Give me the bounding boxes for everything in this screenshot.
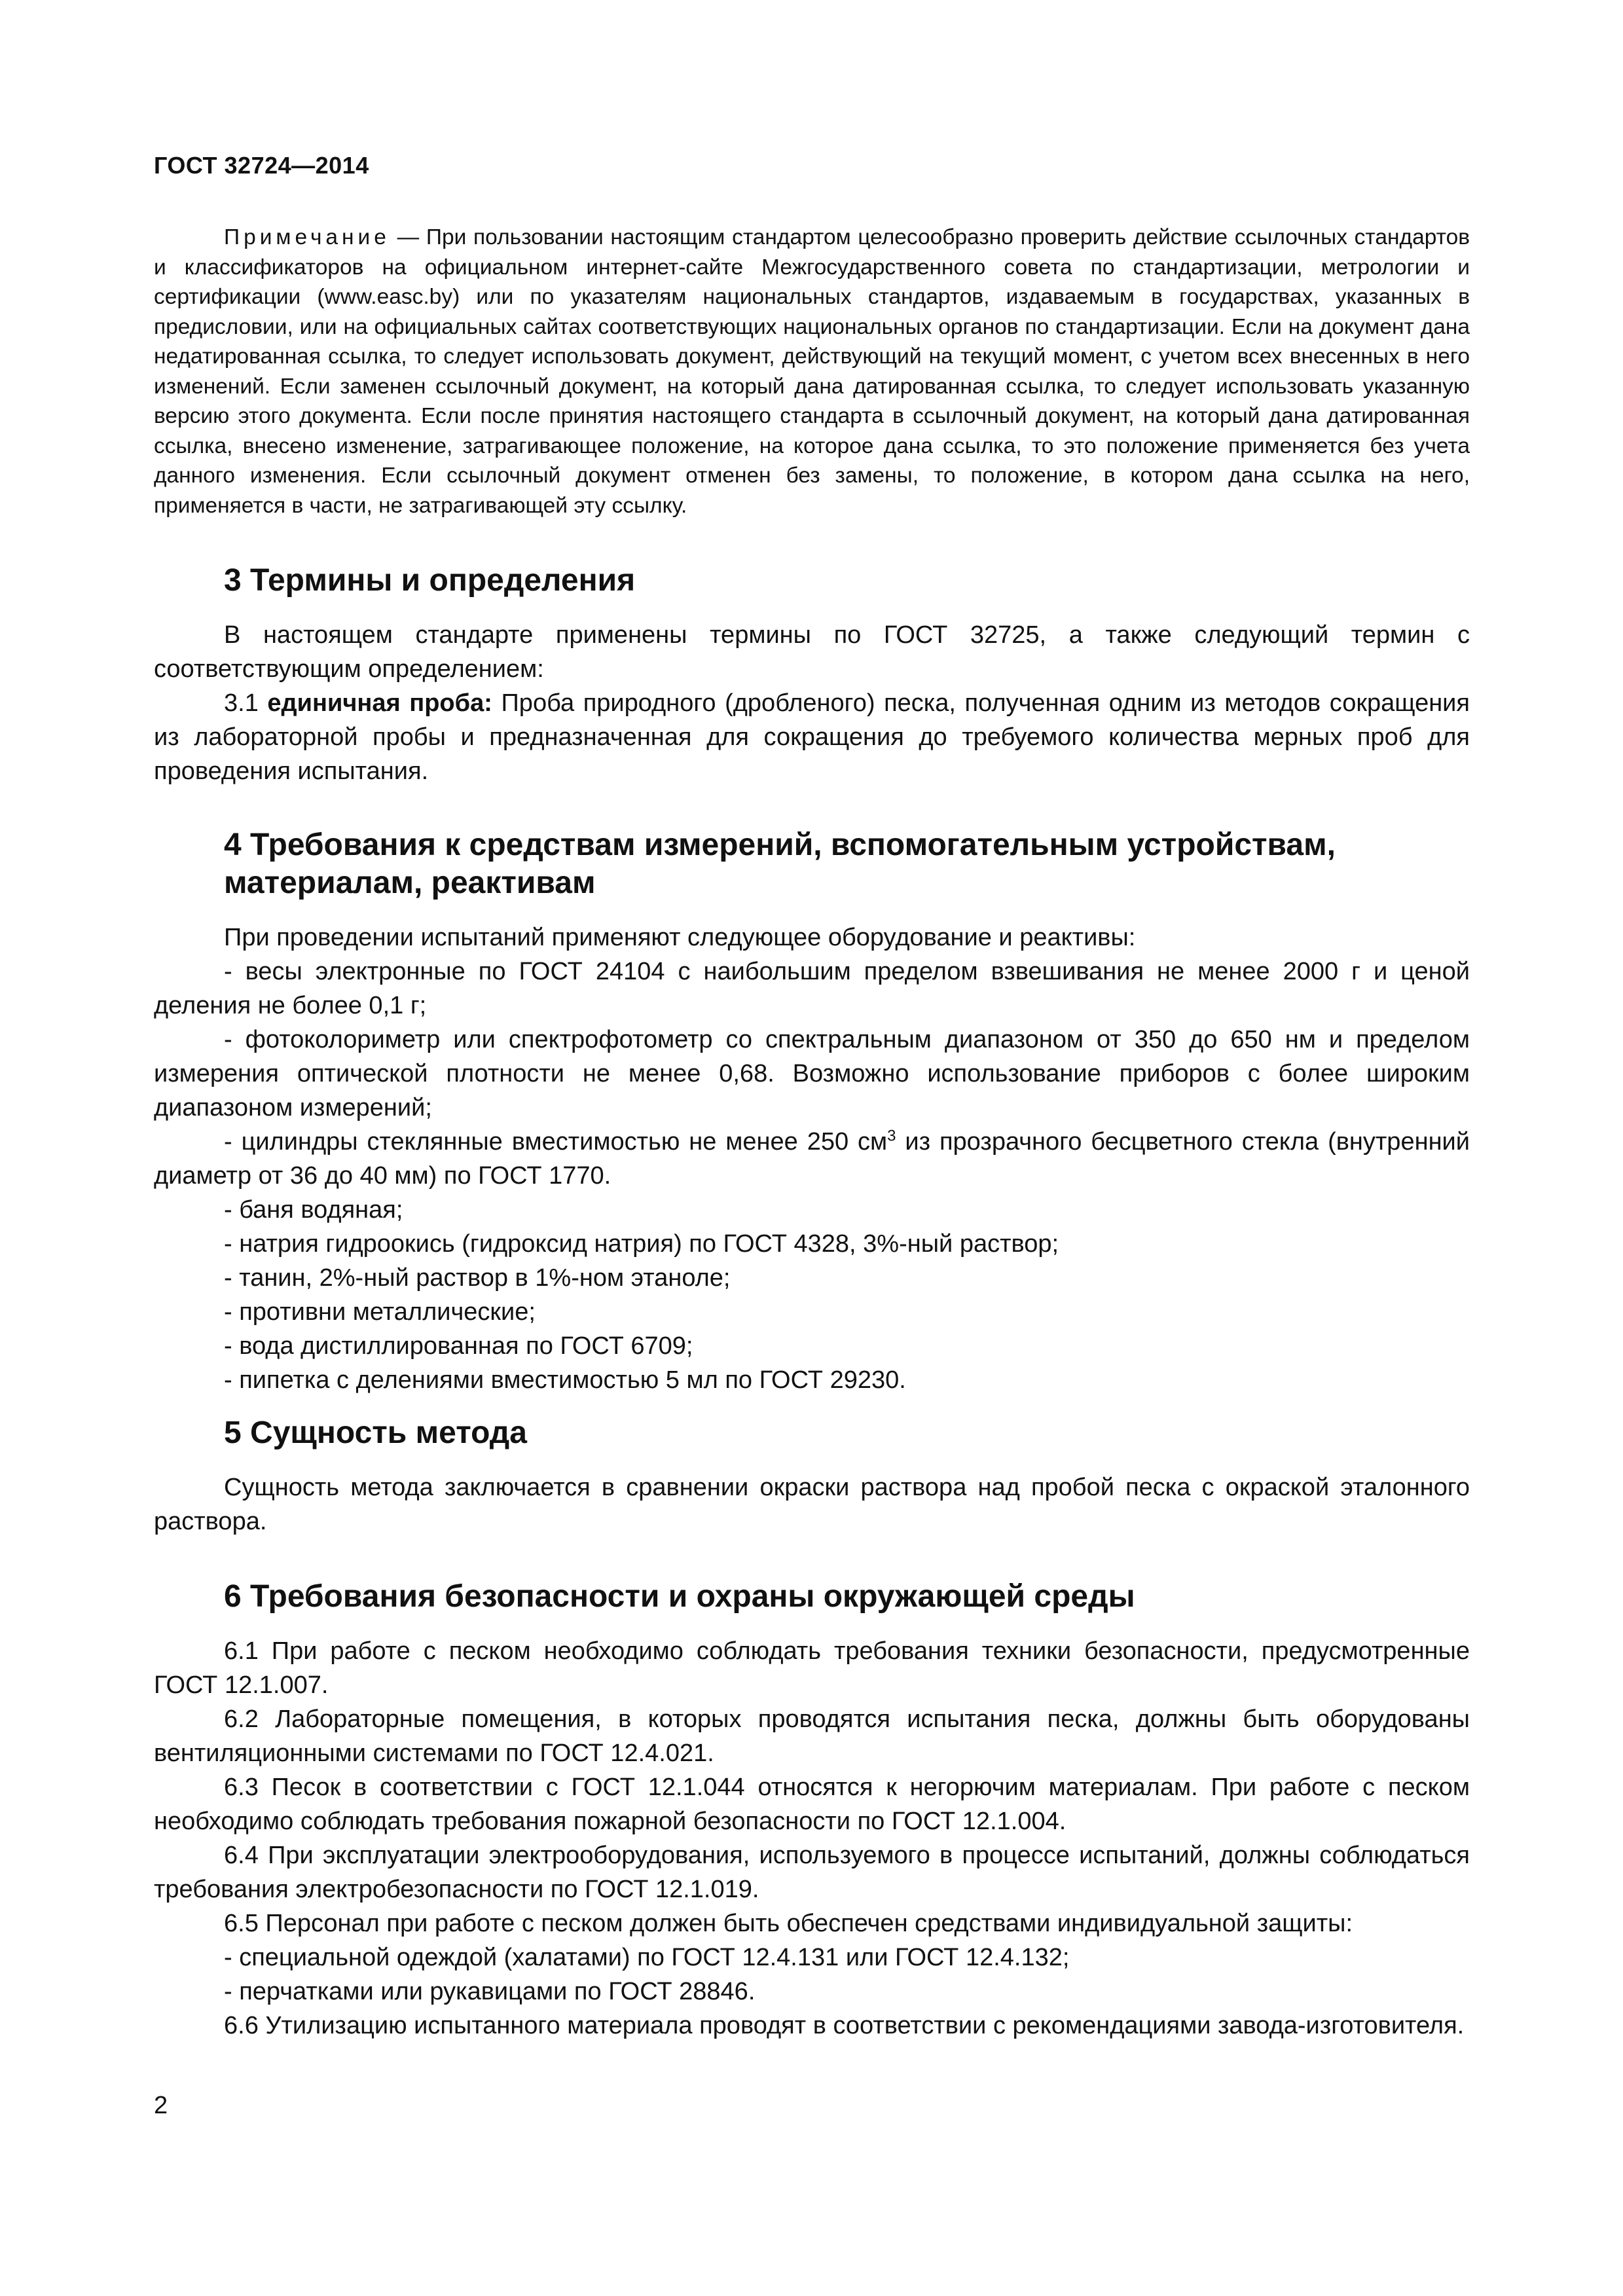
cylinder-text-start: - цилиндры стеклянные вместимостью не менее 250 см	[224, 1128, 888, 1156]
note-paragraph	[154, 223, 1470, 520]
term-definition	[154, 686, 1470, 788]
list-item: - танин, 2%-ный раствор в 1%-ном этаноле;	[224, 1264, 731, 1292]
section-6-paragraph: 6.1 При работе с песком необходимо соблюдать требования техники безопасности, предусмотренные ГОСТ 12.1.007.	[154, 1637, 1470, 1699]
page-number: 2	[154, 2092, 168, 2119]
section-6-paragraph: 6.2 Лабораторные помещения, в которых проводятся испытания песка, должны быть оборудованы вентиляционными системами по ГОСТ 12.4.021.	[154, 1705, 1470, 1767]
section-5	[154, 1414, 1470, 1539]
list-item: - пипетка с делениями вместимостью 5 мл по ГОСТ 29230.	[224, 1366, 906, 1394]
list-item: - натрия гидроокись (гидроксид натрия) по ГОСТ 4328, 3%-ный раствор;	[224, 1230, 1059, 1258]
list-item-cylinders	[154, 1125, 1470, 1193]
section-5-heading: 5 Сущность метода	[224, 1415, 527, 1450]
section-6-paragraph: 6.4 При эксплуатации электрооборудования, используемого в процессе испытаний, должны соблюдаться требования электробезопасности по ГОСТ 12.1.019.	[154, 1842, 1470, 1903]
document-code-header: ГОСТ 32724—2014	[154, 152, 369, 179]
list-item: - баня водяная;	[224, 1196, 403, 1224]
term-number: 3.1	[224, 689, 268, 717]
section-4-intro: При проведении испытаний применяют следующее оборудование и реактивы:	[224, 924, 1136, 951]
section-3-intro: В настоящем стандарте применены термины по ГОСТ 32725, а также следующий термин с соответствующим определением:	[154, 621, 1470, 683]
section-6-paragraph: - специальной одеждой (халатами) по ГОСТ 12.4.131 или ГОСТ 12.4.132;	[224, 1944, 1070, 1971]
note-text: — При пользовании настоящим стандартом целесообразно проверить действие ссылочных стандартов и классификаторов на официальном интернет-сайте Межгосударственного совета по стандартизации, метрологии и сертификации (www.easc.by) или по указателям национальных стандартов, издаваемым в государствах, указанных в предисловии, или на официальных сайтах соответствующих национальных органов по стандартизации. Если на документ дана недатированная ссылка, то следует использовать документ, действующий на текущий момент, с учетом всех внесенных в него изменений. Если заменен ссылочный документ, на который дана датированная ссылка, то следует использовать указанную версию этого документа. Если после принятия настоящего стандарта в ссылочный документ, на который дана датированная ссылка, внесено изменение, затрагивающее положение, на которое дана ссылка, то это положение применяется без учета данного изменения. Если ссылочный документ отменен без замены, то положение, в котором дана ссылка на него, применяется в части, не затрагивающей эту ссылку.	[154, 225, 1470, 518]
section-6-paragraph: 6.5 Персонал при работе с песком должен быть обеспечен средствами индивидуальной защиты:	[224, 1910, 1353, 1937]
list-item: - вода дистиллированная по ГОСТ 6709;	[224, 1332, 693, 1360]
section-4-heading: 4 Требования к средствам измерений, вспомогательным устройствам, материалам, реактивам	[224, 828, 1336, 900]
section-3-heading: 3 Термины и определения	[224, 563, 636, 598]
section-6	[154, 1578, 1470, 2043]
section-6-heading: 6 Требования безопасности и охраны окружающей среды	[224, 1579, 1135, 1614]
note-label: Примечание	[224, 225, 390, 249]
list-item: - противни металлические;	[224, 1298, 536, 1326]
section-6-paragraph: 6.3 Песок в соответствии с ГОСТ 12.1.044 относятся к негорючим материалам. При работе с песком необходимо соблюдать требования пожарной безопасности по ГОСТ 12.1.004.	[154, 1774, 1470, 1835]
list-item: - весы электронные по ГОСТ 24104 с наибольшим пределом взвешивания не менее 2000 г и ценой деления не более 0,1 г;	[154, 958, 1470, 1019]
section-3	[154, 562, 1470, 788]
list-item: - фотоколориметр или спектрофотометр со спектральным диапазоном от 350 до 650 нм и пределом измерения оптической плотности не менее 0,68. Возможно использование приборов с более широким диапазоном измерений;	[154, 1026, 1470, 1121]
section-5-text: Сущность метода заключается в сравнении окраски раствора над пробой песка с окраской эталонного раствора.	[154, 1474, 1470, 1535]
section-6-paragraph: 6.6 Утилизацию испытанного материала проводят в соответствии с рекомендациями завода-изготовителя.	[224, 2012, 1465, 2039]
cubic-superscript: 3	[887, 1127, 896, 1145]
section-4	[154, 826, 1470, 1397]
term-name: единичная проба:	[267, 689, 492, 717]
term-text: Проба природного (дробленого) песка, полученная одним из методов сокращения из лабораторной пробы и предназначенная для сокращения до требуемого количества мерных проб для проведения испытания.	[154, 689, 1470, 785]
section-6-paragraph: - перчатками или рукавицами по ГОСТ 28846.	[224, 1978, 756, 2005]
cylinder-text-end: из прозрачного бесцветного стекла (внутренний диаметр от 36 до 40 мм) по ГОСТ 1770.	[154, 1128, 1470, 1190]
